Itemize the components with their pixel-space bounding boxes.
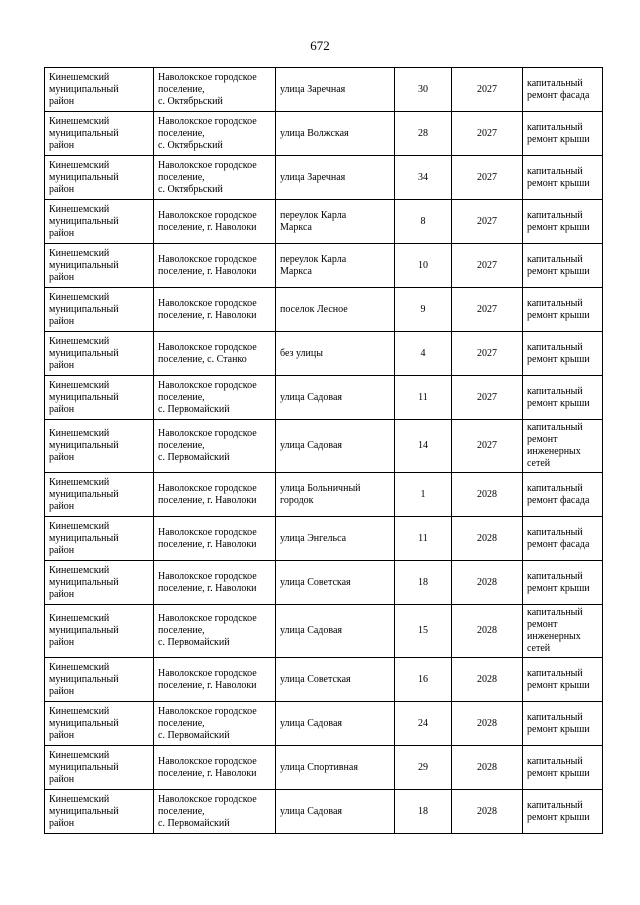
street-cell: улица Спортивная <box>276 746 395 790</box>
municipal-area-cell: Кинешемский муниципальный район <box>45 790 154 834</box>
table-row <box>45 420 603 473</box>
house-number-cell: 18 <box>395 561 452 605</box>
house-number-cell: 29 <box>395 746 452 790</box>
repair-year-cell: 2027 <box>452 420 523 473</box>
work-type-cell: капитальный ремонт крыши <box>523 332 603 376</box>
house-number-cell: 1 <box>395 473 452 517</box>
settlement-cell: Наволокское городское поселение, с. Первомайский <box>154 702 276 746</box>
house-number-cell: 8 <box>395 200 452 244</box>
municipal-area-cell: Кинешемский муниципальный район <box>45 473 154 517</box>
repair-year-cell: 2027 <box>452 68 523 112</box>
house-number-cell: 18 <box>395 790 452 834</box>
work-type-cell: капитальный ремонт крыши <box>523 561 603 605</box>
work-type-cell: капитальный ремонт инженерных сетей <box>523 605 603 658</box>
street-cell: переулок Карла Маркса <box>276 200 395 244</box>
work-type-cell: капитальный ремонт крыши <box>523 790 603 834</box>
repair-year-cell: 2028 <box>452 561 523 605</box>
table-row <box>45 112 603 156</box>
municipal-area-cell: Кинешемский муниципальный район <box>45 200 154 244</box>
work-type-cell: капитальный ремонт фасада <box>523 473 603 517</box>
table-row <box>45 376 603 420</box>
settlement-cell: Наволокское городское поселение, г. Наволоки <box>154 658 276 702</box>
repair-year-cell: 2028 <box>452 790 523 834</box>
settlement-cell: Наволокское городское поселение, с. Первомайский <box>154 376 276 420</box>
table-row <box>45 790 603 834</box>
table-row <box>45 702 603 746</box>
street-cell: улица Садовая <box>276 376 395 420</box>
street-cell: улица Советская <box>276 561 395 605</box>
house-number-cell: 11 <box>395 376 452 420</box>
street-cell: поселок Лесное <box>276 288 395 332</box>
settlement-cell: Наволокское городское поселение, г. Наволоки <box>154 746 276 790</box>
house-number-cell: 24 <box>395 702 452 746</box>
repair-year-cell: 2027 <box>452 112 523 156</box>
table-row <box>45 200 603 244</box>
repair-schedule-table <box>44 67 603 834</box>
repair-year-cell: 2027 <box>452 200 523 244</box>
street-cell: улица Садовая <box>276 420 395 473</box>
table-row <box>45 156 603 200</box>
table-row <box>45 244 603 288</box>
house-number-cell: 9 <box>395 288 452 332</box>
street-cell: улица Садовая <box>276 605 395 658</box>
municipal-area-cell: Кинешемский муниципальный район <box>45 517 154 561</box>
street-cell: переулок Карла Маркса <box>276 244 395 288</box>
work-type-cell: капитальный ремонт инженерных сетей <box>523 420 603 473</box>
table-row <box>45 605 603 658</box>
table-row <box>45 332 603 376</box>
house-number-cell: 10 <box>395 244 452 288</box>
settlement-cell: Наволокское городское поселение, с. Первомайский <box>154 420 276 473</box>
street-cell: улица Заречная <box>276 68 395 112</box>
work-type-cell: капитальный ремонт крыши <box>523 746 603 790</box>
house-number-cell: 11 <box>395 517 452 561</box>
repair-year-cell: 2027 <box>452 376 523 420</box>
work-type-cell: капитальный ремонт крыши <box>523 244 603 288</box>
settlement-cell: Наволокское городское поселение, с. Станко <box>154 332 276 376</box>
municipal-area-cell: Кинешемский муниципальный район <box>45 420 154 473</box>
work-type-cell: капитальный ремонт крыши <box>523 112 603 156</box>
street-cell: улица Заречная <box>276 156 395 200</box>
municipal-area-cell: Кинешемский муниципальный район <box>45 332 154 376</box>
municipal-area-cell: Кинешемский муниципальный район <box>45 112 154 156</box>
street-cell: улица Садовая <box>276 702 395 746</box>
house-number-cell: 30 <box>395 68 452 112</box>
municipal-area-cell: Кинешемский муниципальный район <box>45 68 154 112</box>
settlement-cell: Наволокское городское поселение, г. Наволоки <box>154 288 276 332</box>
work-type-cell: капитальный ремонт крыши <box>523 288 603 332</box>
house-number-cell: 16 <box>395 658 452 702</box>
house-number-cell: 34 <box>395 156 452 200</box>
work-type-cell: капитальный ремонт крыши <box>523 200 603 244</box>
table-row <box>45 288 603 332</box>
work-type-cell: капитальный ремонт крыши <box>523 376 603 420</box>
table-row <box>45 746 603 790</box>
street-cell: улица Волжская <box>276 112 395 156</box>
street-cell: без улицы <box>276 332 395 376</box>
repair-year-cell: 2028 <box>452 658 523 702</box>
municipal-area-cell: Кинешемский муниципальный район <box>45 658 154 702</box>
settlement-cell: Наволокское городское поселение, г. Наволоки <box>154 244 276 288</box>
work-type-cell: капитальный ремонт крыши <box>523 658 603 702</box>
repair-year-cell: 2027 <box>452 288 523 332</box>
municipal-area-cell: Кинешемский муниципальный район <box>45 288 154 332</box>
table-row <box>45 658 603 702</box>
repair-year-cell: 2028 <box>452 473 523 517</box>
municipal-area-cell: Кинешемский муниципальный район <box>45 702 154 746</box>
table-body <box>45 68 603 834</box>
repair-year-cell: 2027 <box>452 332 523 376</box>
municipal-area-cell: Кинешемский муниципальный район <box>45 156 154 200</box>
street-cell: улица Советская <box>276 658 395 702</box>
table-row <box>45 561 603 605</box>
settlement-cell: Наволокское городское поселение, г. Наволоки <box>154 561 276 605</box>
table-row <box>45 473 603 517</box>
municipal-area-cell: Кинешемский муниципальный район <box>45 244 154 288</box>
page-number: 672 <box>310 38 330 53</box>
repair-year-cell: 2027 <box>452 244 523 288</box>
repair-year-cell: 2028 <box>452 746 523 790</box>
municipal-area-cell: Кинешемский муниципальный район <box>45 605 154 658</box>
settlement-cell: Наволокское городское поселение, с. Октябрьский <box>154 112 276 156</box>
house-number-cell: 15 <box>395 605 452 658</box>
settlement-cell: Наволокское городское поселение, с. Октябрьский <box>154 68 276 112</box>
street-cell: улица Больничный городок <box>276 473 395 517</box>
table-row <box>45 68 603 112</box>
house-number-cell: 28 <box>395 112 452 156</box>
repair-year-cell: 2028 <box>452 605 523 658</box>
repair-year-cell: 2027 <box>452 156 523 200</box>
work-type-cell: капитальный ремонт фасада <box>523 517 603 561</box>
municipal-area-cell: Кинешемский муниципальный район <box>45 561 154 605</box>
settlement-cell: Наволокское городское поселение, с. Первомайский <box>154 790 276 834</box>
house-number-cell: 14 <box>395 420 452 473</box>
work-type-cell: капитальный ремонт крыши <box>523 702 603 746</box>
repair-year-cell: 2028 <box>452 517 523 561</box>
municipal-area-cell: Кинешемский муниципальный район <box>45 746 154 790</box>
house-number-cell: 4 <box>395 332 452 376</box>
settlement-cell: Наволокское городское поселение, г. Наволоки <box>154 517 276 561</box>
repair-year-cell: 2028 <box>452 702 523 746</box>
work-type-cell: капитальный ремонт крыши <box>523 156 603 200</box>
settlement-cell: Наволокское городское поселение, г. Наволоки <box>154 473 276 517</box>
settlement-cell: Наволокское городское поселение, с. Октябрьский <box>154 156 276 200</box>
work-type-cell: капитальный ремонт фасада <box>523 68 603 112</box>
settlement-cell: Наволокское городское поселение, г. Наволоки <box>154 200 276 244</box>
table-row <box>45 517 603 561</box>
municipal-area-cell: Кинешемский муниципальный район <box>45 376 154 420</box>
settlement-cell: Наволокское городское поселение, с. Первомайский <box>154 605 276 658</box>
street-cell: улица Садовая <box>276 790 395 834</box>
street-cell: улица Энгельса <box>276 517 395 561</box>
